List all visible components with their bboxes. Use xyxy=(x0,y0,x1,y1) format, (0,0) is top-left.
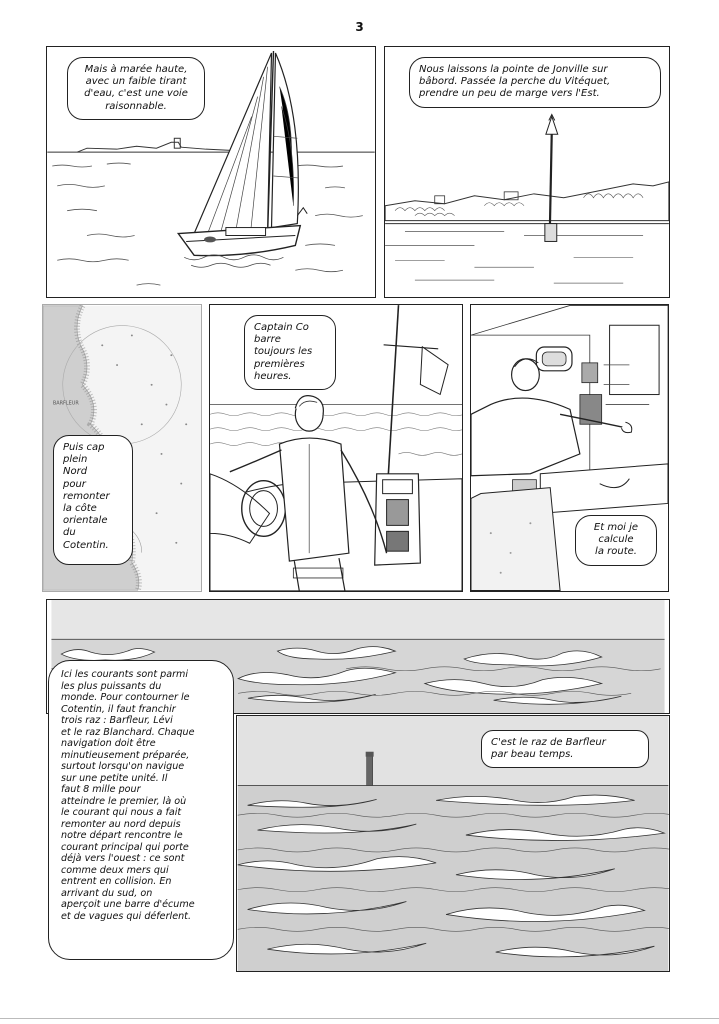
panel-sailboat xyxy=(46,46,376,298)
panel-navigator xyxy=(470,304,669,592)
caption-bubble-2: Nous laissons la pointe de Jonville sur bâbord. Passée la perche du Vitéquet, prendre un peu de marge vers l'Est. xyxy=(409,57,661,108)
narration-bubble: Ici les courants sont parmi les plus puissants du monde. Pour contourner le Cotentin, il faut franchir trois raz : Barfleur, Lévi et le raz Blanchard. Chaque navigation doit être minutieusement préparée, surtout lorsqu'on navigue sur une petite unité. Il faut 8 mille pour atteindre le premier, là où le courant qui nous a fait remonter au nord depuis notre départ rencontre le courant principal qui porte déjà vers l'ouest : ce sont comme deux mers qui entrent en collision. En arrivant du sud, on aperçoit une barre d'écume et de vagues qui déferlent. xyxy=(48,660,234,960)
panel-raz-barfleur xyxy=(236,715,670,972)
caption-bubble-4: Captain Co barre toujours les premières heures. xyxy=(244,315,336,390)
map-town-label: BARFLEUR xyxy=(52,400,79,407)
panel-chart-map xyxy=(42,304,202,592)
caption-bubble-5: Et moi je calcule la route. xyxy=(575,515,657,566)
panel-captain-helm xyxy=(209,304,463,592)
footer-divider xyxy=(0,1018,719,1019)
page-number: 3 xyxy=(355,20,364,34)
caption-bubble-3: Puis cap plein Nord pour remonter la côte orientale du Cotentin. xyxy=(53,435,133,565)
caption-bubble-1: Mais à marée haute, avec un faible tirant d'eau, c'est une voie raisonnable. xyxy=(67,57,205,120)
caption-bubble-7: C'est le raz de Barfleur par beau temps. xyxy=(481,730,649,768)
panel-jonville xyxy=(384,46,670,298)
